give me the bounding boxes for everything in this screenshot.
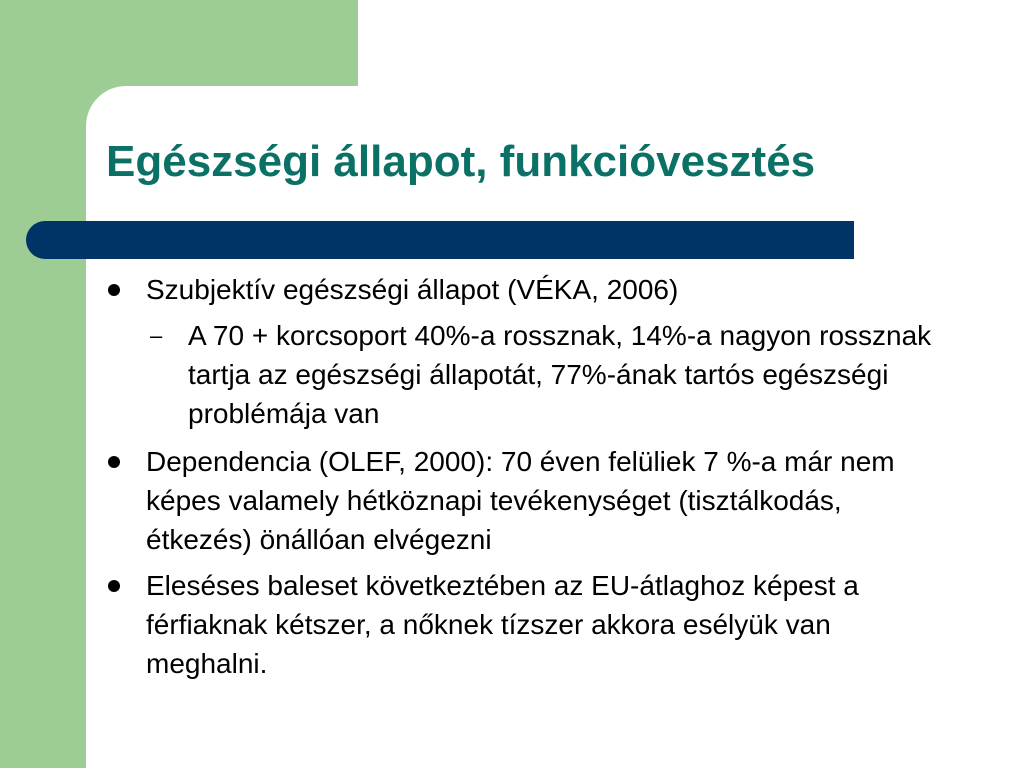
bullet-text: Eleséses baleset következtében az EU-átlaghoz képest a férfiaknak kétszer, a nőknek tízszer akkora esélyük van meghalni. [146,570,859,679]
bullet-dot-icon [108,580,120,592]
bullet-item-3 [104,566,944,683]
bullet-item-2 [104,442,944,559]
bullet-dot-icon [108,456,120,468]
sub-bullet-text: A 70 + korcsoport 40%-a rossznak, 14%-a nagyon rossznak tartja az egészségi állapotát, 77%-ának tartós egészségi problémája van [188,320,932,429]
slide-title: Egészségi állapot, funkcióvesztés [106,137,816,186]
bullet-text: Szubjektív egészségi állapot (VÉKA, 2006) [146,274,679,305]
bullet-dot-icon [108,284,120,296]
dash-icon: – [150,323,163,348]
bullet-text: Dependencia (OLEF, 2000): 70 éven felüliek 7 %-a már nem képes valamely hétköznapi tevékenységet (tisztálkodás, étkezés) önállóan elvégezni [146,446,895,555]
bullet-list [104,270,944,690]
sub-bullet-item-1 [104,316,944,433]
bullet-item-1 [104,270,944,309]
title-underline-bar [26,221,854,259]
